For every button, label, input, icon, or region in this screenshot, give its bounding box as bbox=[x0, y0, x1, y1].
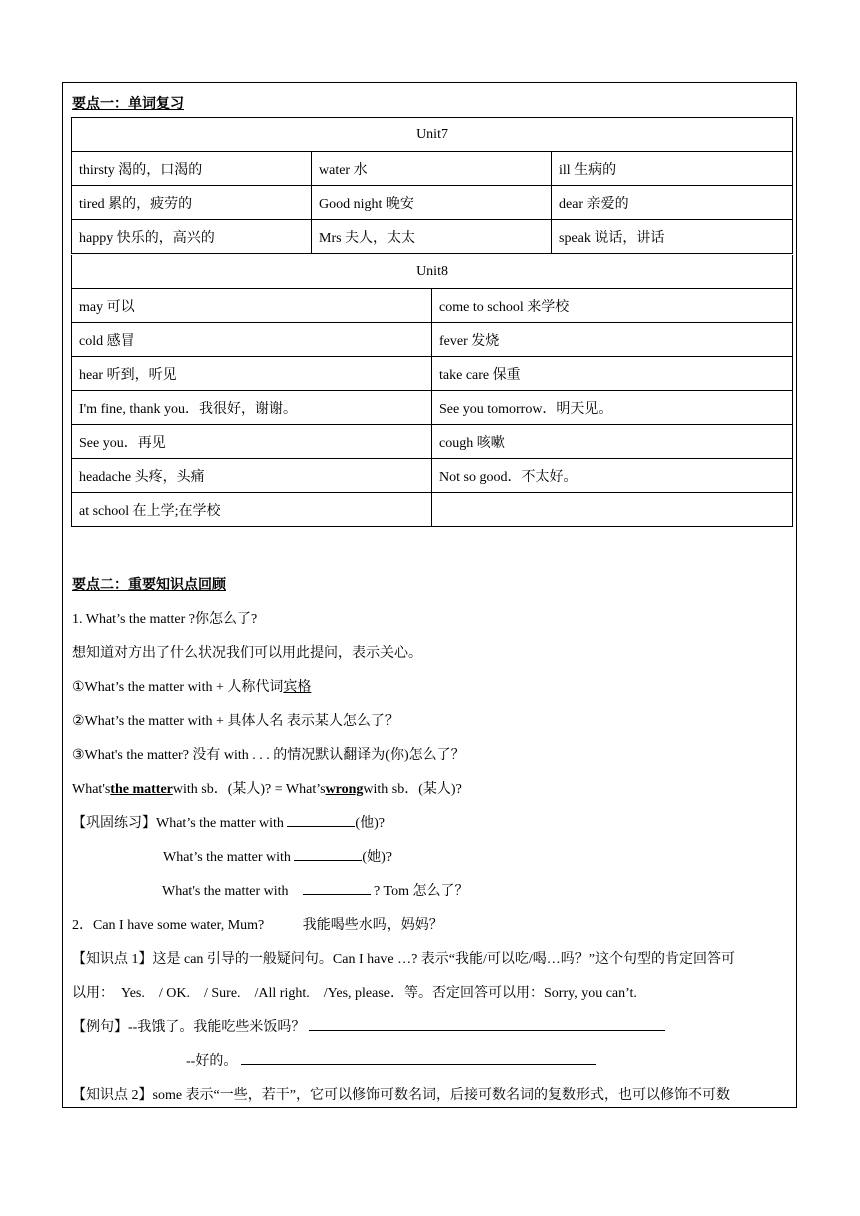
practice-text: (她)? bbox=[362, 850, 392, 865]
item2-title: 2．Can I have some water, Mum? 我能喝些水吗，妈妈？ bbox=[72, 918, 443, 933]
practice-line-2 bbox=[163, 846, 392, 866]
table-row bbox=[72, 220, 793, 254]
knowledge-point-1-line1: 【知识点 1】这是 can 引导的一般疑问句。Can I have …? 表示“我能/可以吃/喝…吗？”这个句型的肯定回答可 bbox=[72, 952, 735, 967]
practice-text: (他)? bbox=[355, 816, 385, 831]
unit7-table bbox=[71, 117, 793, 254]
practice-line-1 bbox=[72, 812, 385, 832]
answer-blank[interactable] bbox=[303, 881, 371, 895]
point2: ②What’s the matter with + 具体人名 表示某人怎么了？ bbox=[72, 714, 399, 729]
vocab-cell: cough 咳嗽 bbox=[432, 425, 793, 459]
vocab-cell: ill 生病的 bbox=[552, 152, 793, 186]
equiv-text: with sb．(某人)? = What’s bbox=[172, 782, 326, 797]
vocab-cell: happy 快乐的，高兴的 bbox=[72, 220, 312, 254]
practice-text: What’s the matter with bbox=[156, 816, 288, 831]
example-reply-line bbox=[186, 1050, 596, 1070]
vocab-cell: take care 保重 bbox=[432, 357, 793, 391]
answer-blank[interactable] bbox=[294, 847, 362, 861]
answer-blank[interactable] bbox=[309, 1017, 665, 1031]
example-text: 【例句】--我饿了。我能吃些米饭吗？ bbox=[72, 1020, 306, 1035]
table-row bbox=[72, 459, 793, 493]
vocab-cell: I'm fine, thank you．我很好，谢谢。 bbox=[72, 391, 432, 425]
vocab-cell: Good night 晚安 bbox=[312, 186, 552, 220]
vocab-cell: fever 发烧 bbox=[432, 323, 793, 357]
vocab-cell: cold 感冒 bbox=[72, 323, 432, 357]
vocab-cell: headache 头疼，头痛 bbox=[72, 459, 432, 493]
equiv-text: What's bbox=[72, 782, 111, 797]
point1-text: ①What’s the matter with + 人称代词 bbox=[72, 680, 284, 695]
section2-heading: 要点二：重要知识点回顾 bbox=[72, 578, 226, 593]
example-line bbox=[72, 1016, 665, 1036]
vocab-cell: come to school 来学校 bbox=[432, 289, 793, 323]
knowledge-point-1-line2: 以用： Yes. / OK. / Sure. /All right. /Yes, please．等。否定回答可以用：Sorry, you can’t. bbox=[72, 986, 637, 1001]
equivalence-line bbox=[72, 778, 462, 798]
unit7-title: Unit7 bbox=[72, 118, 793, 152]
vocab-cell: Mrs 夫人，太太 bbox=[312, 220, 552, 254]
answer-blank[interactable] bbox=[287, 813, 355, 827]
table-row bbox=[72, 152, 793, 186]
point3: ③What's the matter? 没有 with . . . 的情况默认翻译为(你)怎么了？ bbox=[72, 748, 465, 763]
equiv-emphasis: wrong bbox=[325, 782, 364, 797]
vocab-cell: hear 听到，听见 bbox=[72, 357, 432, 391]
table-row bbox=[72, 186, 793, 220]
knowledge-point-2-line: 【知识点 2】some 表示“一些，若干”，它可以修饰可数名词，后接可数名词的复数形式，也可以修饰不可数 bbox=[72, 1088, 730, 1103]
table-row bbox=[72, 289, 793, 323]
point1-underlined: 宾格 bbox=[283, 680, 312, 695]
item1-title: 1. What’s the matter ?你怎么了? bbox=[72, 612, 258, 627]
table-row bbox=[72, 323, 793, 357]
vocab-cell: Not so good．不太好。 bbox=[432, 459, 793, 493]
vocab-cell: water 水 bbox=[312, 152, 552, 186]
vocab-cell: dear 亲爱的 bbox=[552, 186, 793, 220]
equiv-emphasis: the matter bbox=[110, 782, 173, 797]
table-row bbox=[72, 357, 793, 391]
point1 bbox=[72, 676, 311, 696]
item1-note: 想知道对方出了什么状况我们可以用此提问，表示关心。 bbox=[72, 646, 422, 661]
vocab-cell bbox=[432, 493, 793, 527]
unit8-table bbox=[71, 255, 793, 527]
vocab-cell: may 可以 bbox=[72, 289, 432, 323]
equiv-text: with sb．(某人)? bbox=[363, 782, 462, 797]
vocab-cell: tired 累的，疲劳的 bbox=[72, 186, 312, 220]
answer-blank[interactable] bbox=[241, 1051, 596, 1065]
table-row bbox=[72, 493, 793, 527]
section1-heading: 要点一：单词复习 bbox=[72, 97, 184, 112]
practice-text: What’s the matter with bbox=[163, 850, 295, 865]
unit8-title: Unit8 bbox=[72, 255, 793, 289]
document-frame bbox=[62, 82, 797, 1108]
practice-text: What's the matter with bbox=[162, 884, 303, 899]
practice-text: ? Tom 怎么了？ bbox=[370, 884, 469, 899]
table-row bbox=[72, 425, 793, 459]
vocab-cell: speak 说话，讲话 bbox=[552, 220, 793, 254]
vocab-cell: at school 在上学;在学校 bbox=[72, 493, 432, 527]
example-text: --好的。 bbox=[186, 1054, 238, 1069]
practice-line-3 bbox=[162, 880, 468, 900]
vocab-cell: thirsty 渴的，口渴的 bbox=[72, 152, 312, 186]
vocab-cell: See you tomorrow．明天见。 bbox=[432, 391, 793, 425]
vocab-cell: See you．再见 bbox=[72, 425, 432, 459]
practice-label: 【巩固练习】 bbox=[72, 816, 156, 831]
table-row bbox=[72, 391, 793, 425]
